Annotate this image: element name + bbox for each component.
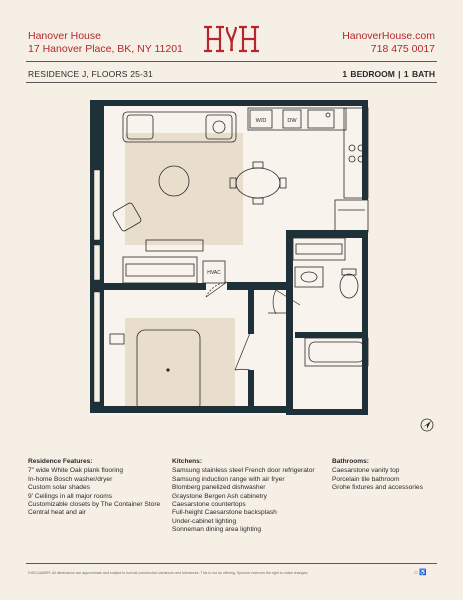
title-divider (26, 82, 437, 83)
feature-item: Custom solar shades (28, 484, 90, 492)
building-address: 17 Hanover Place, BK, NY 11201 (28, 43, 183, 55)
disclaimer: DISCLAIMER: All dimensions are approximate and subject to normal construction variances and tolerances. This is not an offering. Sponsor reserves the right to make changes. (28, 571, 309, 575)
living-rug (125, 133, 243, 245)
feature-item: Blomberg panelized dishwasher (172, 484, 266, 492)
footer-icons (414, 569, 427, 576)
dw-label: DW (287, 118, 297, 124)
floor-plan (90, 100, 380, 420)
feature-item: Customizable closets by The Container Store (28, 501, 161, 509)
feature-item: Samsung stainless steel French door refrigerator (172, 467, 315, 475)
feature-item: 9' Ceilings in all major rooms (28, 492, 113, 500)
feature-item: Graystone Bergen Ash cabinetry (172, 492, 267, 500)
feature-item: Central heat and air (28, 509, 86, 517)
residence-features-heading: Residence Features: (28, 458, 93, 465)
residence-title: RESIDENCE J, FLOORS 25-31 (28, 69, 153, 79)
residence-features (28, 458, 178, 518)
footer-divider (26, 563, 437, 564)
feature-item: Full-height Caesarstone backsplash (172, 509, 277, 517)
phone-number: 718 475 0017 (370, 43, 435, 55)
feature-item: 7" wide White Oak plank flooring (28, 467, 124, 475)
feature-item: In-home Bosch washer/dryer (28, 475, 113, 483)
feature-item: Porcelain tile bathroom (332, 475, 400, 483)
equal-housing-icon: ⌂ (414, 570, 418, 576)
accessibility-icon: ♿ (419, 570, 427, 576)
feature-item: Grohe fixtures and accessories (332, 484, 423, 492)
wd-label: W/D (255, 118, 267, 124)
header-left (28, 30, 183, 56)
feature-item: Under-cabinet lighting (172, 517, 237, 525)
header-divider (26, 61, 437, 62)
kitchen-features-heading: Kitchens: (172, 458, 203, 465)
feature-item: Caesarstone vanity top (332, 467, 400, 475)
bedroom-rug (125, 318, 235, 408)
bathroom-features-heading: Bathrooms: (332, 458, 369, 465)
website-link[interactable]: HanoverHouse.com (342, 30, 435, 42)
building-name: Hanover House (28, 30, 101, 42)
hvac-label: HVAC (207, 270, 221, 276)
feature-item: Caesarstone countertops (172, 501, 246, 509)
hh-logo-icon (200, 24, 263, 54)
feature-item: Samsung induction range with air fryer (172, 475, 285, 483)
bathroom-features (332, 458, 442, 493)
bed-bath-count: 1 BEDROOM | 1 BATH (342, 69, 435, 79)
header-right (342, 30, 435, 56)
compass-north-icon (420, 418, 434, 432)
kitchen-features (172, 458, 332, 535)
feature-item: Sonneman dining area lighting (172, 526, 262, 534)
